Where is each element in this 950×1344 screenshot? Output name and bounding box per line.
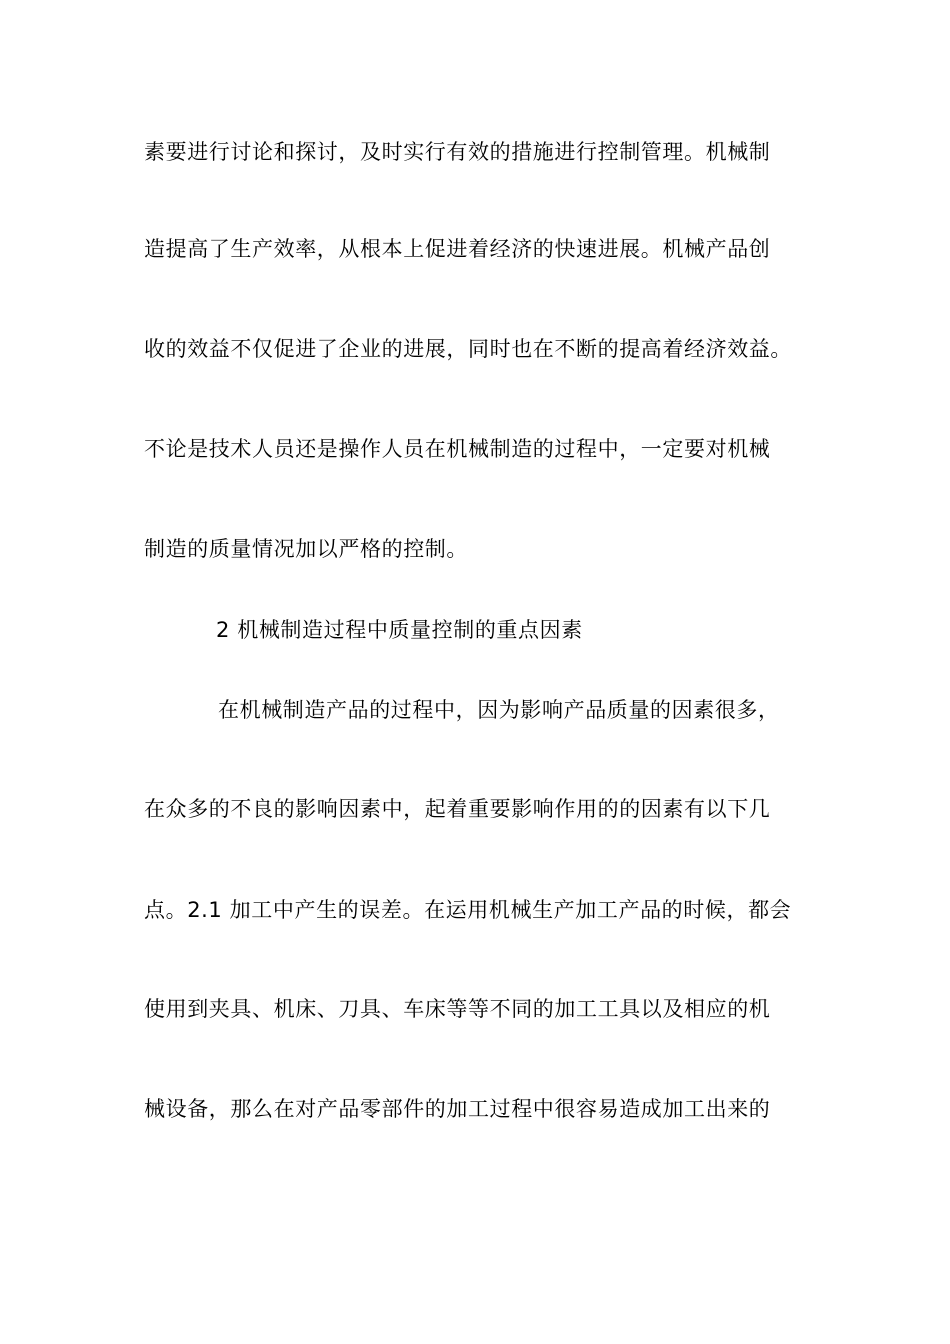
section-heading: 2 机械制造过程中质量控制的重点因素 xyxy=(216,618,583,642)
body-text-line: 制造的质量情况加以严格的控制。 xyxy=(144,537,468,561)
body-text-line: 造提高了生产效率，从根本上促进着经济的快速进展。机械产品创 xyxy=(144,237,771,261)
body-text-line: 素要进行讨论和探讨，及时实行有效的措施进行控制管理。机械制 xyxy=(144,140,771,164)
body-text-line: 械设备，那么在对产品零部件的加工过程中很容易造成加工出来的 xyxy=(144,1097,771,1121)
paragraph-first-line: 在机械制造产品的过程中，因为影响产品质量的因素很多， xyxy=(218,698,780,722)
body-text-line: 不论是技术人员还是操作人员在机械制造的过程中，一定要对机械 xyxy=(144,437,771,461)
body-text-line: 使用到夹具、机床、刀具、车床等等不同的加工工具以及相应的机 xyxy=(144,997,771,1021)
body-text-line: 点。2.1 加工中产生的误差。在运用机械生产加工产品的时候，都会 xyxy=(144,898,792,922)
body-text-line: 在众多的不良的影响因素中，起着重要影响作用的的因素有以下几 xyxy=(144,797,771,821)
body-text-line: 收的效益不仅促进了企业的进展，同时也在不断的提高着经济效益。 xyxy=(144,337,792,361)
